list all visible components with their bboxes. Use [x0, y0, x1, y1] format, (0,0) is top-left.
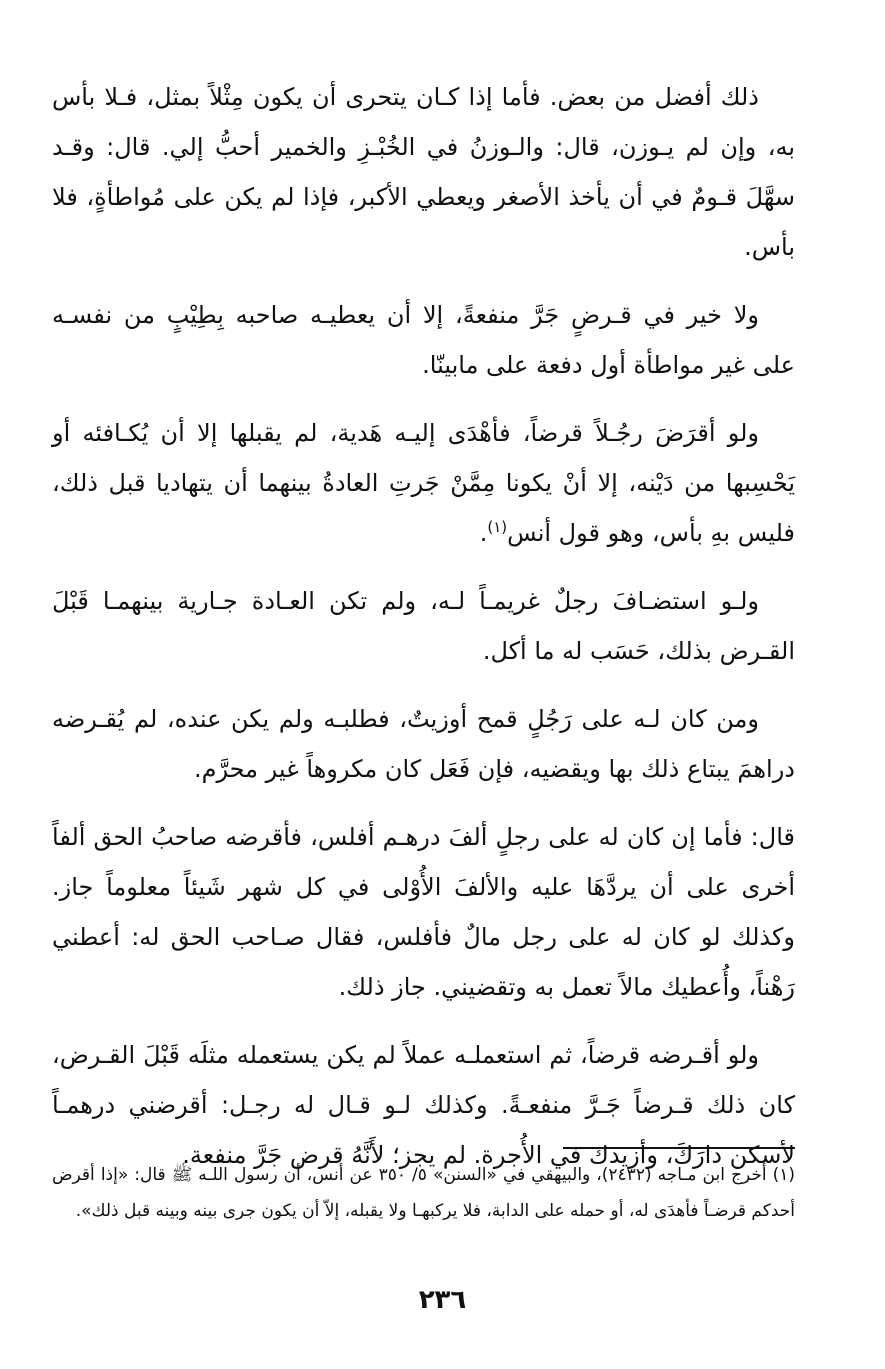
page-number: ٢٣٦: [418, 1285, 467, 1315]
footnote-separator: [563, 1147, 795, 1149]
paragraph-5: ومن كان لـه على رَجُلٍ قمح أوزيتٌ، فطلبـه ولم يكن عنده، لم يُقـرضه دراهمَ يبتاع ذلك بها ويقضيه، فإن فَعَل كان مكروهاً غير محرَّم.: [52, 705, 795, 783]
paragraph-4: ولـو استضـافَ رجلٌ غريمـاً لـه، ولم تكن العـادة جـارية بينهمـا قَبْلَ القـرض بذلك، حَسَب له ما أكل.: [52, 587, 795, 665]
paragraph-1: ذلك أفضل من بعض. فأما إذا كـان يتحرى أن يكون مِثْلاً بمثل، فـلا بأس به، وإن لم يـوزن، قال: والـوزنُ في الخُبْـزِ والخمير أحبُّ إلي. قال: وقـد سهَّلَ قـومٌ في أن يأخذ الأصغر ويعطي الأكبر، فإذا لم يكن على مُواطأةٍ، فلا بأس.: [52, 83, 795, 261]
paragraph-3: ولو أقرَضَ رجُـلاً قرضاً، فأهْدَى إليـه هَدية، لم يقبلها إلا أن يُكـافئه أو يَحْسِبها من دَيْنه، إلا أنْ يكونا مِمَّنْ جَرتِ العادةُ بينهما أن يتهاديا قبل ذلك، فليس بهِ بأس، وهو قول أنس$^{(١)}$.: [52, 419, 795, 547]
paragraph-6: قال: فأما إن كان له على رجلٍ ألفَ درهـم أفلس، فأقرضه صاحبُ الحق ألفاً أخرى على أن يردَّهَا عليه والألفَ الأُوْلى في كل شهر شَيئاً معلوماً جاز. وكذلك لو كان له على رجل مالٌ فأفلس، فقال صـاحب الحق له: أعطني رَهْناً، وأُعطيك مالاً تعمل به وتقضيني. جاز ذلك.: [52, 823, 795, 1001]
footnote: (١) أخرج ابن مـاجه (٢٤٣٢)، والبيهقي في «السنن» ٥/ ٣٥٠ عن أنس، أن رسول اللـه ﷺ قال: «إذا أقرض أحدكم قرضـاً فأهدَى له، أو حمله على الدابة، فلا يركبهـا ولا يقبله، إلاّ أن يكون جرى بينه وبينه قبل ذلك».: [52, 1165, 796, 1221]
main-text: [52, 72, 795, 1198]
paragraph-7: ولو أقـرضه قرضاً، ثم استعملـه عملاً لم يكن يستعمله مثلَه قَبْلَ القـرض، كان ذلك قـرضاً جَـرَّ منفعـةً. وكذلك لـو قـال له رجـل: أقرضني درهمـاً لأسكن دارَكَ، وأزيدك في الأُجرة. لم يجز؛ لأَنَّهُ قرض جَرَّ منفعة.: [52, 1041, 795, 1169]
paragraph-2: ولا خير في قـرضٍ جَرَّ منفعةً، إلا أن يعطيـه صاحبه بِطِيْبٍ من نفسـه على غير مواطأة أول دفعة على مابينّا.: [52, 301, 795, 379]
footnote-reference[interactable]: (١): [487, 518, 508, 536]
